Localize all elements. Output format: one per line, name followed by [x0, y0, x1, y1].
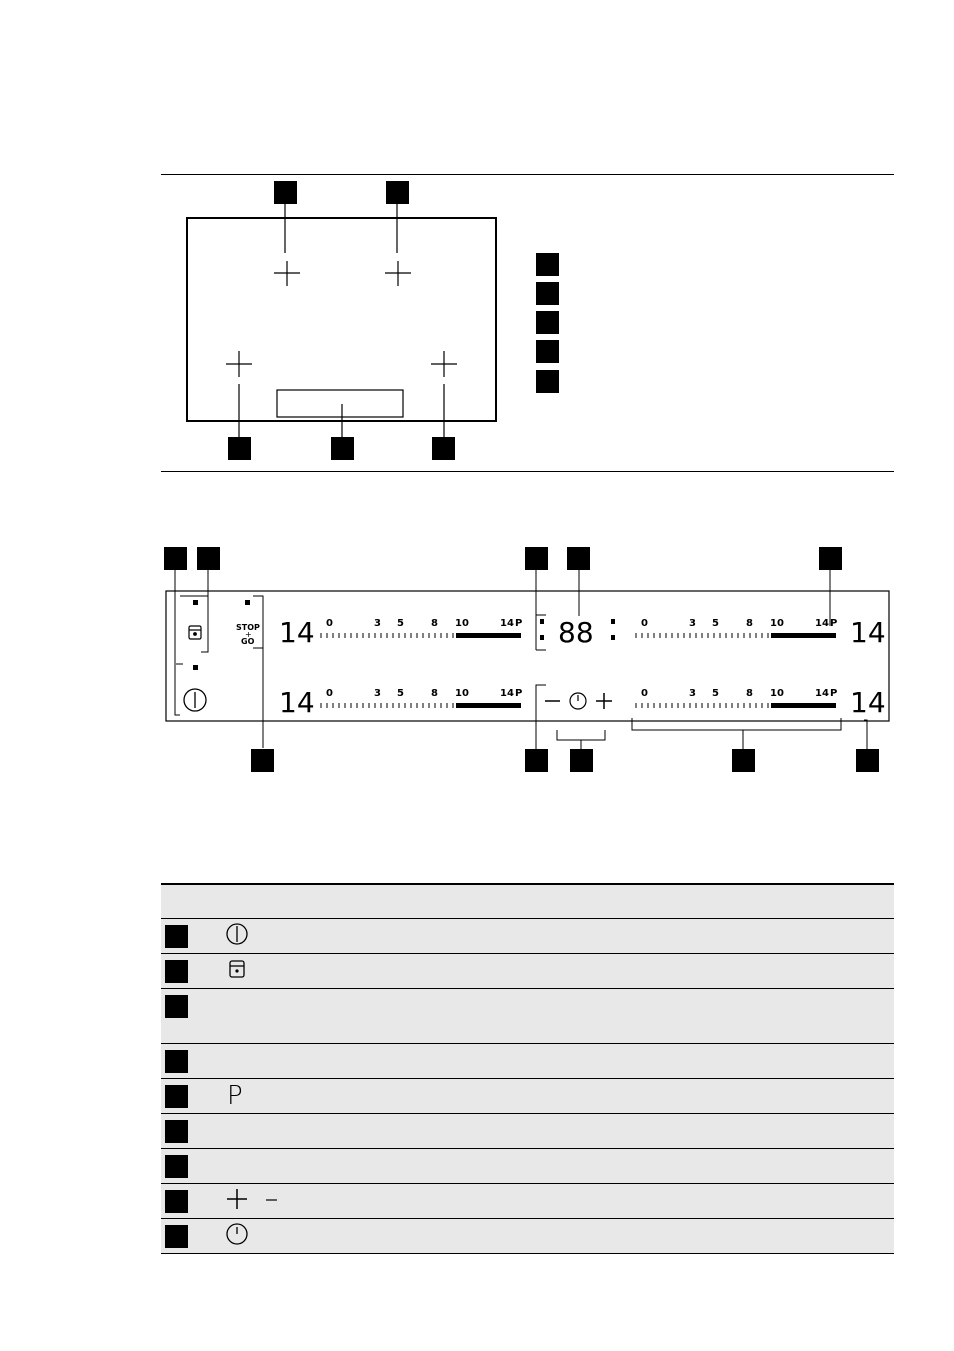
- callout-marker: [732, 749, 755, 772]
- hob-layout-diagram: [0, 0, 954, 480]
- scale-tick-label: P: [830, 618, 838, 629]
- legend-marker: [536, 311, 559, 334]
- panel-outline: [166, 591, 889, 721]
- scale-tick-label: 14: [815, 688, 829, 699]
- cooking-zone-rear-right: [385, 261, 411, 286]
- callout-marker: [251, 749, 274, 772]
- legend-row: [161, 919, 894, 954]
- slider-bar: [456, 633, 521, 638]
- scale-tick-label: 0: [326, 618, 333, 629]
- timer-icon: [570, 693, 586, 709]
- go-label: GO: [241, 637, 255, 646]
- callout-marker: [197, 547, 220, 570]
- cooking-zone-front-right: [431, 351, 457, 377]
- panel-leaders: [175, 570, 867, 750]
- power-slider-rear-left[interactable]: [321, 618, 522, 638]
- legend-marker: [536, 370, 559, 393]
- power-slider-rear-right[interactable]: [636, 618, 837, 638]
- power-display-front-right: 14: [850, 686, 886, 719]
- legend-row: [161, 1149, 894, 1184]
- scale-tick-label: 8: [431, 618, 438, 629]
- scale-tick-label: 8: [431, 688, 438, 699]
- scale-tick-label: 10: [770, 688, 784, 699]
- lock-icon: [193, 954, 253, 984]
- scale-tick-label: 5: [712, 688, 719, 699]
- callout-marker: [525, 749, 548, 772]
- legend-table: [161, 883, 894, 1254]
- legend-marker: [536, 340, 559, 363]
- scale-tick-label: 3: [689, 618, 696, 629]
- legend-row: [161, 1219, 894, 1254]
- scale-tick-label: 5: [397, 618, 404, 629]
- lock-icon: [189, 626, 201, 639]
- scale-tick-label: 5: [397, 688, 404, 699]
- callout-marker: [228, 437, 251, 460]
- callout-marker: [570, 749, 593, 772]
- scale-tick-label: 0: [641, 688, 648, 699]
- power-display-front-left: 14: [279, 686, 315, 719]
- scale-tick-label: 3: [689, 688, 696, 699]
- power-slider-front-right[interactable]: [636, 688, 837, 708]
- callout-marker: [432, 437, 455, 460]
- legend-marker: [536, 282, 559, 305]
- legend-header-row: [161, 884, 894, 919]
- scale-tick-label: P: [830, 688, 838, 699]
- legend-row: [161, 989, 894, 1044]
- callout-marker: [525, 547, 548, 570]
- legend-row: [161, 1079, 894, 1114]
- scale-tick-label: 14: [815, 618, 829, 629]
- callout-marker: [164, 547, 187, 570]
- plus-label: +: [245, 630, 252, 639]
- slider-bar: [456, 703, 521, 708]
- control-panel-diagram: [0, 530, 954, 780]
- power-display-rear-left: 14: [279, 616, 315, 649]
- legend-row: [161, 1044, 894, 1079]
- slider-bar: [771, 633, 836, 638]
- callout-marker: [331, 437, 354, 460]
- legend-row: [161, 1114, 894, 1149]
- scale-tick-label: 3: [374, 688, 381, 699]
- scale-tick-label: 10: [455, 618, 469, 629]
- legend-row: [161, 1184, 894, 1219]
- plus-minus-icon: [193, 1184, 283, 1214]
- stop-label: STOP: [236, 623, 260, 632]
- scale-tick-label: 0: [641, 618, 648, 629]
- legend-marker: [536, 253, 559, 276]
- power-display-rear-right: 14: [850, 616, 886, 649]
- power-slider-front-left[interactable]: [321, 688, 522, 708]
- leader-lines: [239, 204, 444, 437]
- scale-tick-label: 10: [455, 688, 469, 699]
- scale-tick-label: P: [515, 618, 523, 629]
- cooking-zone-front-left: [226, 351, 252, 377]
- timer-display: 88: [558, 616, 594, 649]
- scale-tick-label: 5: [712, 618, 719, 629]
- cooking-zone-rear-left: [274, 261, 300, 286]
- p-symbol: P: [193, 1079, 287, 1114]
- scale-tick-label: 3: [374, 618, 381, 629]
- callout-marker: [567, 547, 590, 570]
- scale-tick-label: 14: [500, 688, 514, 699]
- plus-icon: [596, 693, 612, 709]
- timer-icon: [193, 1219, 253, 1249]
- legend-row: [161, 954, 894, 989]
- callout-marker: [386, 181, 409, 204]
- power-icon: [193, 919, 253, 949]
- scale-tick-label: 8: [746, 618, 753, 629]
- callout-marker: [274, 181, 297, 204]
- scale-tick-label: 14: [500, 618, 514, 629]
- control-panel-outline: [277, 390, 403, 417]
- scale-tick-label: 0: [326, 688, 333, 699]
- power-icon: [184, 689, 206, 711]
- callout-marker: [856, 749, 879, 772]
- slider-bar: [771, 703, 836, 708]
- scale-tick-label: 8: [746, 688, 753, 699]
- scale-tick-label: P: [515, 688, 523, 699]
- scale-tick-label: 10: [770, 618, 784, 629]
- callout-marker: [819, 547, 842, 570]
